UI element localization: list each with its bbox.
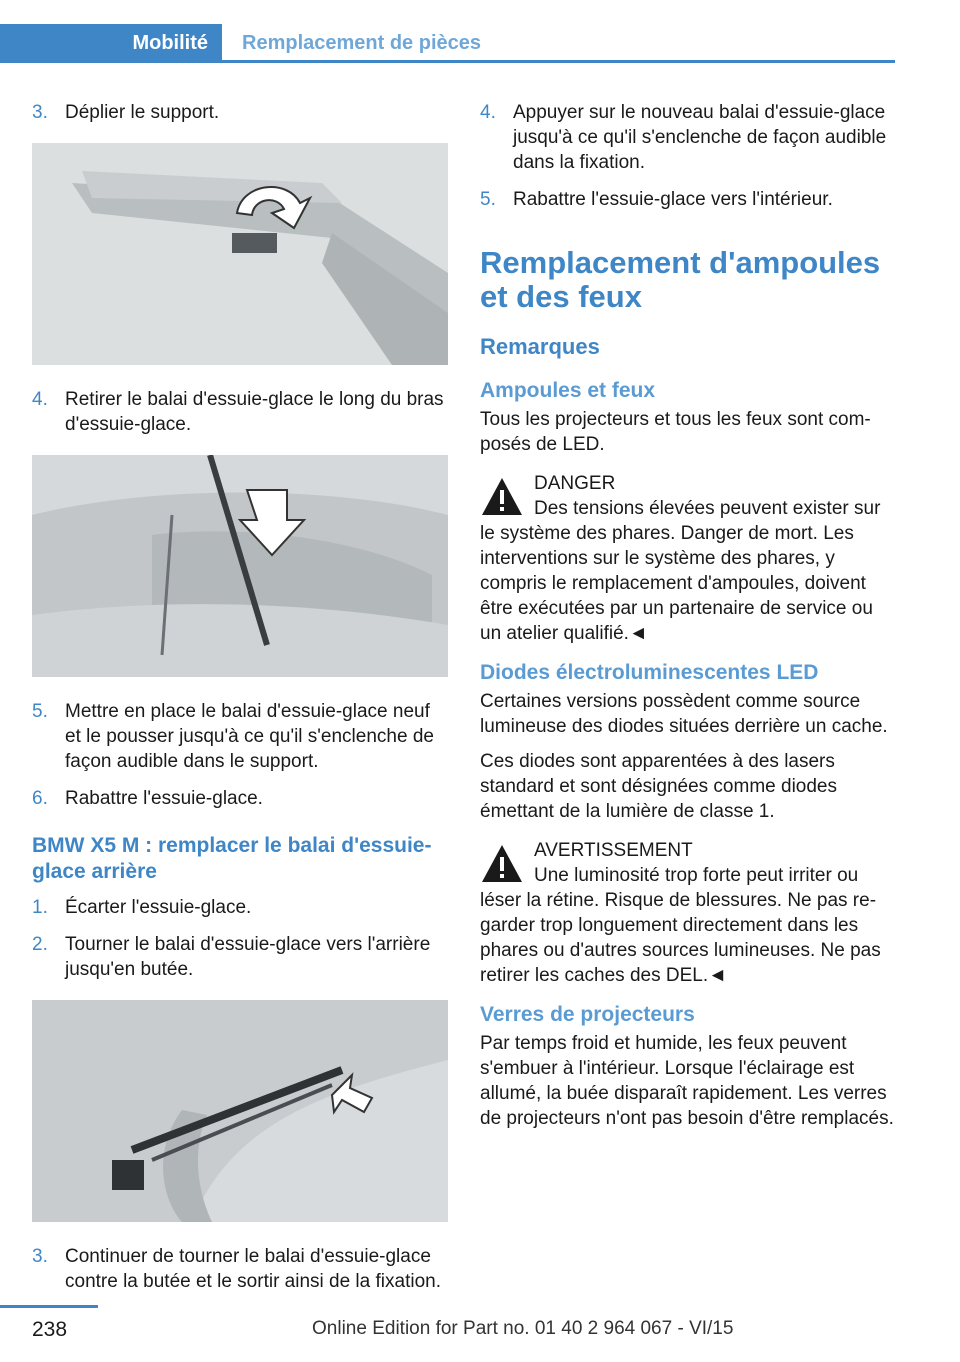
edition-info: Online Edition for Part no. 01 40 2 964 067 - VI/15 <box>312 1318 734 1339</box>
step-number: 3. <box>32 1246 48 1267</box>
tab-mobilite[interactable]: Mobilité <box>0 24 222 62</box>
section-title: BMW X5 M : remplacer le balai d'essuie-glace arrière <box>32 834 432 883</box>
step-text: Continuer de tourner le balai d'essuie-glace contre la butée et le sortir ainsi de la fixation. <box>65 1246 441 1292</box>
danger-text: le système des phares. Danger de mort. Les interventions sur le système des phares, y compris le remplacement d'ampoules, doivent être exécutées par un partenaire de service ou un atelier qualifié.◄ <box>480 523 873 644</box>
header-rule <box>0 60 895 63</box>
led-title: Diodes électroluminescentes LED <box>480 661 819 684</box>
danger-label: DANGER <box>534 473 616 494</box>
step-number: 5. <box>480 189 496 210</box>
led-text-1: Certaines versions possèdent comme source lumineuse des diodes situées derrière un cache. <box>480 691 888 737</box>
step-item <box>32 895 450 920</box>
warning-first-line: Une luminosité trop forte peut irriter ou <box>534 865 859 886</box>
step-number: 4. <box>32 389 48 410</box>
step-item <box>32 786 450 811</box>
footer-rule <box>0 1305 98 1308</box>
tab-remplacement-de-pieces[interactable]: Remplacement de pièces <box>242 31 481 54</box>
step-number: 3. <box>32 102 48 123</box>
lenses-text: Par temps froid et humide, les feux peuvent s'embuer à l'intérieur. Lorsque l'éclairage est allumé, la buée disparaît rapidement. Les verres de projecteurs n'ont pas besoin d'être remplacés. <box>480 1033 894 1129</box>
step-number: 1. <box>32 897 48 918</box>
bulbs-title: Ampoules et feux <box>480 379 656 402</box>
warning-triangle-icon <box>480 475 524 519</box>
step-number: 2. <box>32 934 48 955</box>
warning-text: léser la rétine. Risque de blessures. Ne pas regarder trop longuement directement dans les phares ou d'autres sources lumineuses. Ne pas retirer les caches des DEL.◄ <box>480 890 881 986</box>
step-text: Mettre en place le balai d'essuie-glace neuf et le pousser jusqu'à ce qu'il s'enclenche de façon audible dans le support. <box>65 701 434 772</box>
lenses-title: Verres de projecteurs <box>480 1003 695 1026</box>
step-item <box>32 387 450 437</box>
step-item <box>32 699 450 774</box>
bulbs-text: Tous les projecteurs et tous les feux sont composés de LED. <box>480 409 871 455</box>
rear-wiper-illustration <box>32 1000 448 1222</box>
warning-triangle-icon <box>480 842 524 886</box>
step-text: Déplier le support. <box>65 102 220 123</box>
step-item <box>480 187 898 212</box>
right-column <box>480 100 898 1141</box>
step-item <box>480 100 898 175</box>
step-text: Rabattre l'essuie-glace. <box>65 788 263 809</box>
step-text: Retirer le balai d'essuie-glace le long du bras d'essuie-glace. <box>65 389 444 435</box>
main-title: Remplacement d'ampoules et des feux <box>480 245 881 314</box>
page-number: 238 <box>32 1318 68 1341</box>
step-item <box>32 1244 450 1294</box>
danger-notice <box>480 471 898 646</box>
windshield-wiper-illustration <box>32 455 448 677</box>
danger-first-line: Des tensions élevées peuvent exister sur <box>534 498 881 519</box>
led-text-2: Ces diodes sont apparentées à des lasers standard et sont désignées comme diodes émettant de la lumière de classe 1. <box>480 751 837 822</box>
step-item <box>32 100 450 125</box>
step-text: Appuyer sur le nouveau balai d'essuie-glace jusqu'à ce qu'il s'enclenche de façon audible dans la fixation. <box>513 102 887 173</box>
remarks-title: Remarques <box>480 334 600 359</box>
step-number: 4. <box>480 102 496 123</box>
warning-label: AVERTISSEMENT <box>534 840 693 861</box>
wiper-support-illustration <box>32 143 448 365</box>
step-number: 6. <box>32 788 48 809</box>
step-text: Tourner le balai d'essuie-glace vers l'arrière jusqu'en butée. <box>65 934 431 980</box>
step-item <box>32 932 450 982</box>
page-header <box>0 24 895 62</box>
warning-notice <box>480 838 898 988</box>
step-text: Rabattre l'essuie-glace vers l'intérieur. <box>513 189 833 210</box>
step-text: Écarter l'essuie-glace. <box>65 897 252 918</box>
left-column <box>32 100 450 1306</box>
step-number: 5. <box>32 701 48 722</box>
